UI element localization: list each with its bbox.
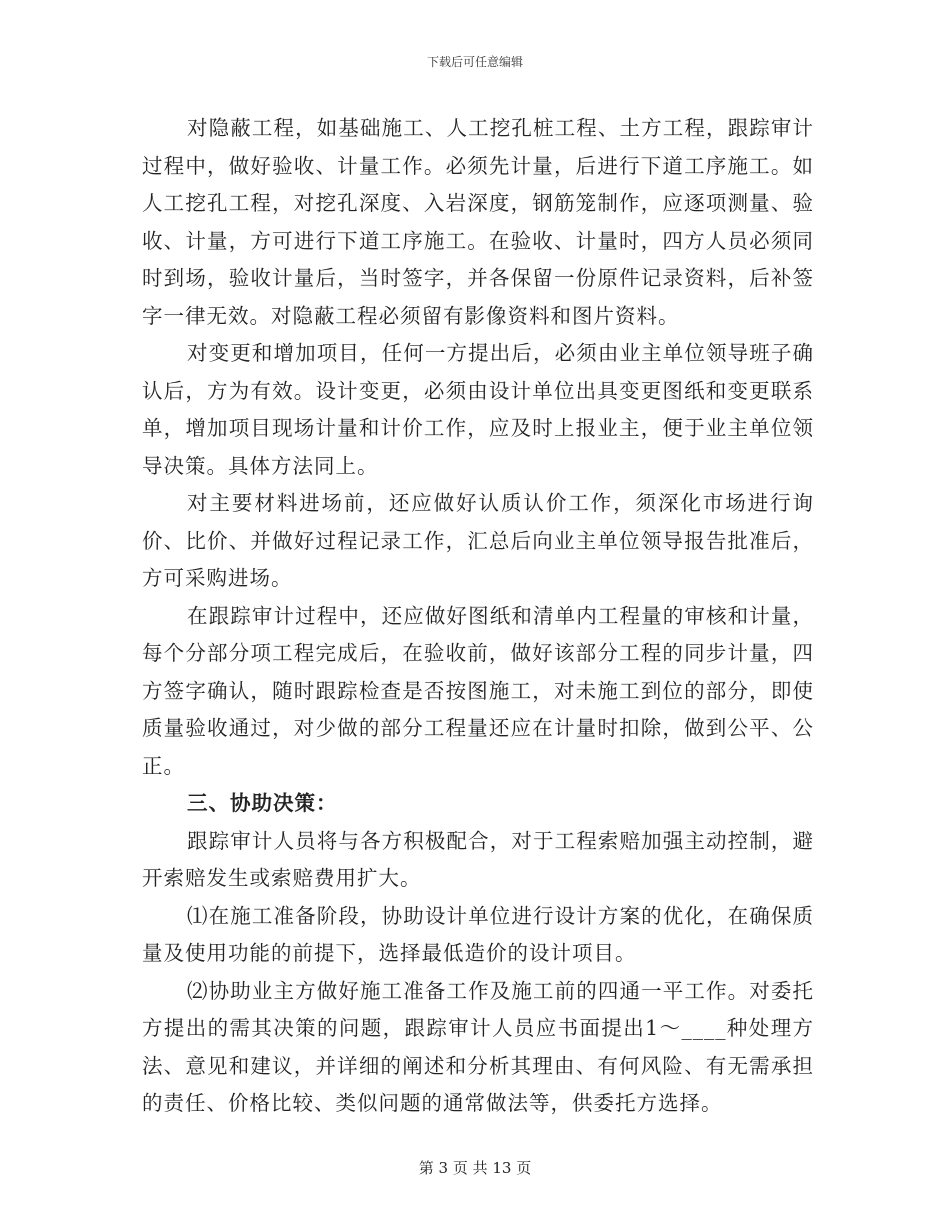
paragraph-hidden-works: 对隐蔽工程，如基础施工、人工挖孔桩工程、土方工程，跟踪审计过程中，做好验收、计量工作。必须先计量，后进行下道工序施工。如人工挖孔工程，对挖孔深度、入岩深度，钢筋笼制作，应逐项测量、验收、计量，方可进行下道工序施工。在验收、计量时，四方人员必须同时到场，验收计量后，当时签字，并各保留一份原件记录资料，后补签字一律无效。对隐蔽工程必须留有影像资料和图片资料。 xyxy=(142,116,814,328)
section-heading-decision: 三、协助决策： xyxy=(187,791,338,815)
page-header: 下载后可任意编辑 xyxy=(426,55,523,69)
paragraph-claims: 跟踪审计人员将与各方积极配合，对于工程索赔加强主动控制，避开索赔发生或索赔费用扩大。 xyxy=(142,828,814,890)
paragraph-materials: 对主要材料进场前，还应做好认质认价工作，须深化市场进行询价、比价、并做好过程记录工作，汇总后向业主单位领导报告批准后，方可采购进场。 xyxy=(142,491,814,590)
page-footer: 第 3 页 共 13 页 xyxy=(418,1159,532,1177)
document-body xyxy=(142,110,814,1123)
list-item-2: ⑵协助业主方做好施工准备工作及施工前的四通一平工作。对委托方提出的需其决策的问题，跟踪审计人员应书面提出1～____种处理方法、意见和建议，并详细的阐述和分析其理由、有何风险、有无需承担的责任、价格比较、类似问题的通常做法等，供委托方选择。 xyxy=(142,978,814,1115)
list-item-1: ⑴在施工准备阶段，协助设计单位进行设计方案的优化，在确保质量及使用功能的前提下，选择最低造价的设计项目。 xyxy=(142,903,814,965)
paragraph-changes: 对变更和增加项目，任何一方提出后，必须由业主单位领导班子确认后，方为有效。设计变更，必须由设计单位出具变更图纸和变更联系单，增加项目现场计量和计价工作，应及时上报业主，便于业主单位领导决策。具体方法同上。 xyxy=(142,341,814,478)
paragraph-quantity-audit: 在跟踪审计过程中，还应做好图纸和清单内工程量的审核和计量，每个分部分项工程完成后，在验收前，做好该部分工程的同步计量，四方签字确认，随时跟踪检查是否按图施工，对未施工到位的部分，即使质量验收通过，对少做的部分工程量还应在计量时扣除，做到公平、公正。 xyxy=(142,603,814,778)
